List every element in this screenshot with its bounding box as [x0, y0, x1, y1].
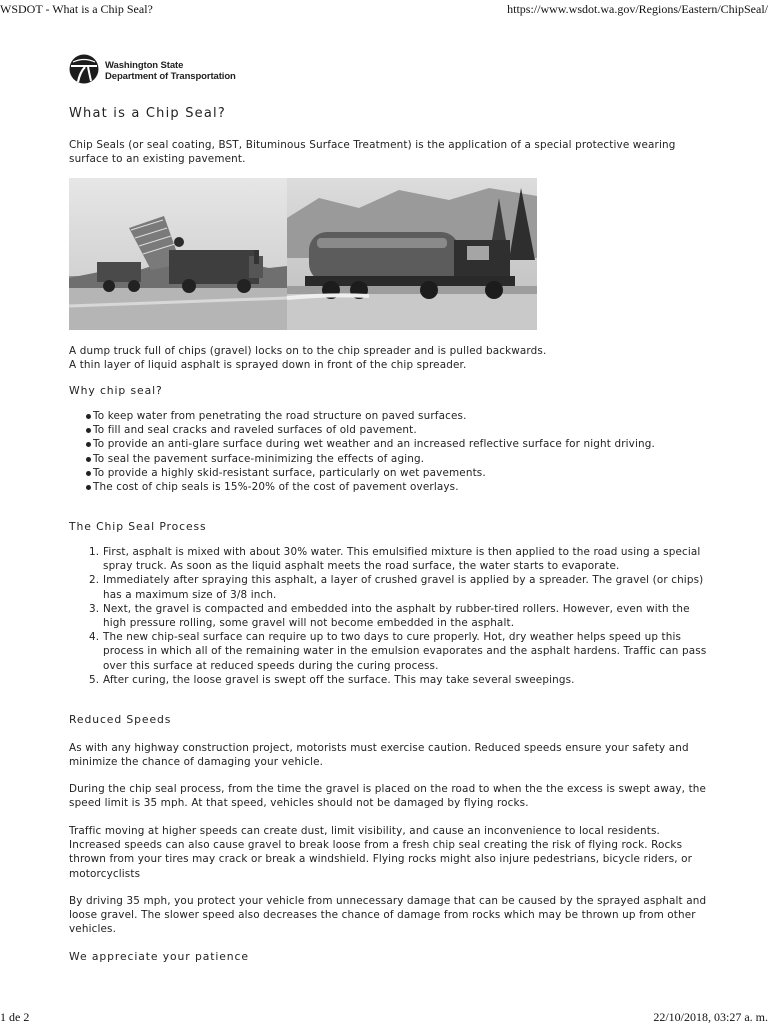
logo-line-2: Department of Transportation	[105, 70, 236, 82]
caption-line-2: A thin layer of liquid asphalt is sprayed down in front of the chip spreader.	[69, 359, 467, 372]
intro-paragraph: Chip Seals (or seal coating, BST, Bituminous Surface Treatment) is the application of a special protective wearing surface to an existing pavement.	[69, 139, 676, 166]
why-heading: Why chip seal?	[69, 384, 163, 397]
why-list	[69, 409, 709, 494]
list-item: To keep water from penetrating the road structure on paved surfaces.	[69, 409, 709, 423]
list-item: The cost of chip seals is 15%-20% of the cost of pavement overlays.	[69, 480, 709, 494]
wsdot-logo-icon	[69, 54, 99, 89]
page-title: What is a Chip Seal?	[69, 106, 226, 121]
photo-caption	[69, 344, 709, 372]
print-header-url: https://www.wsdot.wa.gov/Regions/Eastern/ChipSeal/	[507, 2, 768, 16]
bullet-icon	[86, 442, 91, 447]
print-footer-datetime: 22/10/2018, 03:27 a. m.	[653, 1010, 768, 1024]
process-heading: The Chip Seal Process	[69, 520, 207, 533]
caption-line-1: A dump truck full of chips (gravel) locks on to the chip spreader and is pulled backwards.	[69, 345, 547, 357]
reduced-paragraph-2: During the chip seal process, from the time the gravel is placed on the road to when the the excess is swept away, the speed limit is 35 mph. At that speed, vehicles should not be damaged by flying rocks.	[69, 783, 707, 810]
closing-text: We appreciate your patience	[69, 950, 249, 963]
list-item: 5. After curing, the loose gravel is swept off the surface. This may take several sweepings.	[89, 673, 575, 686]
reduced-paragraph-1: As with any highway construction project, motorists must exercise caution. Reduced speeds ensure your safety and minimize the chance of damaging your vehicle.	[69, 742, 689, 769]
print-header-title: WSDOT - What is a Chip Seal?	[0, 2, 153, 16]
list-item: To provide a highly skid-resistant surface, particularly on wet pavements.	[69, 466, 709, 480]
print-footer-page: 1 de 2	[0, 1010, 30, 1024]
list-item: To fill and seal cracks and raveled surfaces of old pavement.	[69, 423, 709, 437]
reduced-paragraph-3: Traffic moving at higher speeds can create dust, limit visibility, and cause an inconvenience to local residents. Increased speeds can also cause gravel to break loose from a fresh chip seal creating the risk of flying rock. Rocks thrown from your tires may crack or break a windshield. Flying rocks might also injure pedestrians, bicycle riders, or motorcyclists	[69, 825, 693, 880]
list-item: 4. The new chip-seal surface can require up to two days to cure properly. Hot, dry weather helps speed up this process in which all of the remaining water in the emulsion evaporates and the asphalt hardens. Traffic can pass over this surface at reduced speeds during the curing process.	[89, 631, 707, 672]
wsdot-logo[interactable]	[69, 54, 236, 89]
logo-line-1: Washington State	[105, 60, 184, 71]
list-item: 3. Next, the gravel is compacted and embedded into the asphalt by rubber-tired rollers. However, even with the high pressure rolling, some gravel will not become embedded in the asphalt.	[89, 602, 690, 630]
bullet-icon	[86, 414, 91, 419]
wsdot-logo-text	[105, 61, 236, 82]
bullet-icon	[86, 471, 91, 476]
list-item: To seal the pavement surface-minimizing the effects of aging.	[69, 452, 709, 466]
bullet-icon	[86, 485, 91, 490]
list-item: To provide an anti-glare surface during wet weather and an increased reflective surface for night driving.	[69, 437, 709, 451]
process-list	[69, 545, 709, 687]
bullet-icon	[86, 457, 91, 462]
reduced-heading: Reduced Speeds	[69, 713, 172, 726]
list-item: 1. First, asphalt is mixed with about 30% water. This emulsified mixture is then applied to the road using a special spray truck. As soon as the liquid asphalt meets the road surface, the water starts to evaporate.	[89, 546, 701, 573]
bullet-icon	[86, 428, 91, 433]
chip-seal-equipment-photo	[69, 178, 537, 330]
list-item: 2. Immediately after spraying this asphalt, a layer of crushed gravel is applied by a spreader. The gravel (or chips) has a maximum size of 3/8 inch.	[89, 574, 704, 601]
reduced-paragraph-4: By driving 35 mph, you protect your vehicle from unnecessary damage that can be caused by the sprayed asphalt and loose gravel. The slower speed also decreases the chance of damage from rocks which may be thrown up from other vehicles.	[69, 895, 707, 936]
